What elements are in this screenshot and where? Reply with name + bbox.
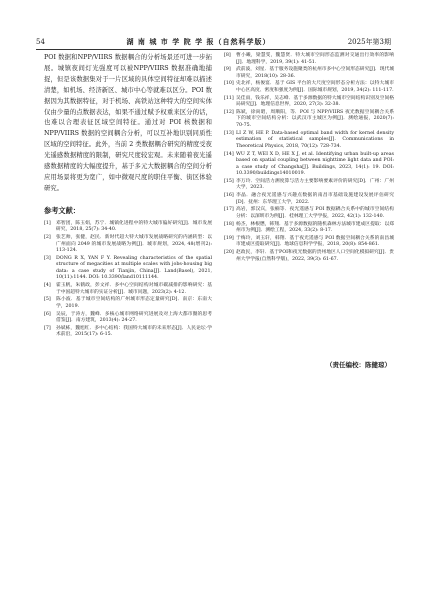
reference-item: [4] 霍玉帆，朱鹤政，彭文祥．多中心空间结构对城市碳减排的影响研究：基于中国超特大城市的实证分析[J]．城市问题，2023(2): 4-12. [44,283,212,295]
page-header [36,36,391,48]
reference-item: [7] 孙斌栋，魏旭红．多中心结构：我国特大城市的未来形态[J]．人民论坛·学术前沿，2015(17): 6-15. [44,325,212,338]
reference-item: [15] 李万玲．空间活力测度算与活力主要影响要素评价的研究[D]．广州：广州大学，2023. [224,178,394,191]
page-number: 54 [36,38,45,46]
reference-item: [10] 史北祥，杨俊宴．基于 GIS 平台的大尺度空间形态分析方法：以特大城市中心区高度、密度和强度为例[J]．国际城市规划，2019, 34(2): 111-117. [224,81,394,94]
reference-list-right [224,53,394,263]
reference-item: [11] 吴佳雨，钱乐祥，吴志峰．基于多源数据的特大城市空间结构识别及空间格局研究[J]．地理信息世界，2020, 27(3): 32-38. [224,95,394,108]
reference-list-left [44,221,212,339]
reference-item: [13] LI Z W, HE P. Data-based optimal band width for kernel density estimation of statistical samples[J]. Communications in Theoretical Physics, 2018, 70(12): 728-734. [224,130,394,149]
reference-item: [8] 曹小曦，梁慧雯，魏慧贤．特大城市空间形态监测对交通出行效率的影响[J]．地理科学，2019, 39(1): 41-51. [224,53,394,65]
reference-item: [2] 张艺帅，张健，赵民．新时代超大特大城市发展战略研究的内涵转型：以广州面向 2049 的城市发展战略为例[J]．城市规划，2024, 48(增刊2): 113-124. [44,235,212,254]
reference-item: [17] 高岩，郭汉宾，张楠等．夜光遥感与 POI 数据耦合关系中的城市空间结构分析：以深圳市为例[J]．桂林理工大学学报，2022, 42(1): 132-140. [224,207,394,219]
reference-item: [19] 于梅玲，刘玉轩，韩翔．基于夜光遥感与 POI 数据空间耦合关系的南昌城市建成区提取研究[J]．地球信息科学学报，2018, 20(8): 854-861. [224,235,394,248]
reference-item: [14] WU Z T, WEI X D, HE X J, et al. Identifying urban built-up areas based on spatial coupling between nighttime light data and POI: a case study of Changsha[J]. Buildings, 2023, 14(1): 19. DOI: 10.3390/buildings14010019. [224,151,394,177]
reference-item: [18] 杨杰，林根懋，韩翔．基于多源数据的随机森林方法城市建成区提取：以郑州市为例[J]．测绘工程，2024, 33(2): 8-17. [224,221,394,234]
reference-item: [3] DONG R X, YAN F Y. Revealing characteristics of the spatial structure of megacities at multiple scales with jobs-housing big data: a case study of Tianjin, China[J]. Land(Basel), 2021, 10(11):1144. DOI: 10.3390/land10111144. [44,255,212,281]
reference-item: [1] 邓智团，陈玉娟，苏宁．城镇化进程中的特大城市偏好研究[J]．城市发展研究，2018, 25(7): 34-40. [44,220,212,233]
reference-item: [5] 陈小波．基于城市空间结构的广州城市形态定量研究[D]．南京：东南大学，2019. [44,297,212,309]
right-column [224,53,394,264]
body-text [44,53,212,195]
reference-item: [20] 赵政民，李轩．基于POI和夜光数据的贵州地区人口空间化模拟研究[J]．贵州大学学报(自然科学版)，2022, 39(3): 61-67. [224,250,394,262]
journal-title: 湖 南 城 市 学 院 学 报（自然科学版） [126,37,271,46]
reference-item: [6] 吴辰，于涛方，魏峰．多核心城市网络研究进展及对上海大都市圈的思考借鉴[J]．南方建筑，2013(4): 24-27. [44,311,212,324]
left-column [44,53,212,340]
responsible-editor: （责任编校：陈健琼） [326,361,391,369]
header-rule [36,49,391,50]
reference-item: [9] 武前波，刘星．基于服务设施聚类的杭州市多中心空间形态研究[J]．现代城市研究，2018(10): 28-36. [224,67,394,79]
references-heading: 参考文献： [44,205,80,215]
reference-item: [12] 陈斌，徐尚昭，周顺阳，等．POI 与 NPP/VIIRS 夜光数据空间耦合关系下的城市空间结构分析：以武汉市主城区为例[J]．测绘通报，2020(7): 70-75. [224,109,394,129]
reference-item: [16] 李晶．融合夜光遥感与兴趣点数据的南昌市基础设施建设发展评估研究[D]．抚州：东华理工大学，2022. [224,193,394,205]
issue-label: 2025年第3期 [347,38,391,46]
body-paragraph: POI 数据和NPP/VIIRS 数据耦合的分析场景还可进一步拓展。城镇夜间灯光强度可以被NPP/VIIRS 数据准确地捕捉，但是该数据集对于一片区域的具体空间特征却难以描述清楚，如机场、经济新区、城市中心等就难以区分。POI 数据因为其数据特征，对于机场、高铁站这种特大的空间实体仅由少量的点数据表达，如果不通过赋予权重来区分的话，也难以合理表征区域空间特征。通过对 POI 核数据和 NPP/VIIRS 数据的空间耦合分析，可以互补地识别同质性区域的空间特征。此外，当前 2 类数据耦合研究的精度受夜光遥感数据精度的限制，研究尺度较宏观。未来随着夜光遥感数据精度的大幅度提升，基于多元大数据耦合的空间分析应用场景将更为宽广，如中微观尺度的职住平衡、街区体验研究。 [44,54,212,192]
